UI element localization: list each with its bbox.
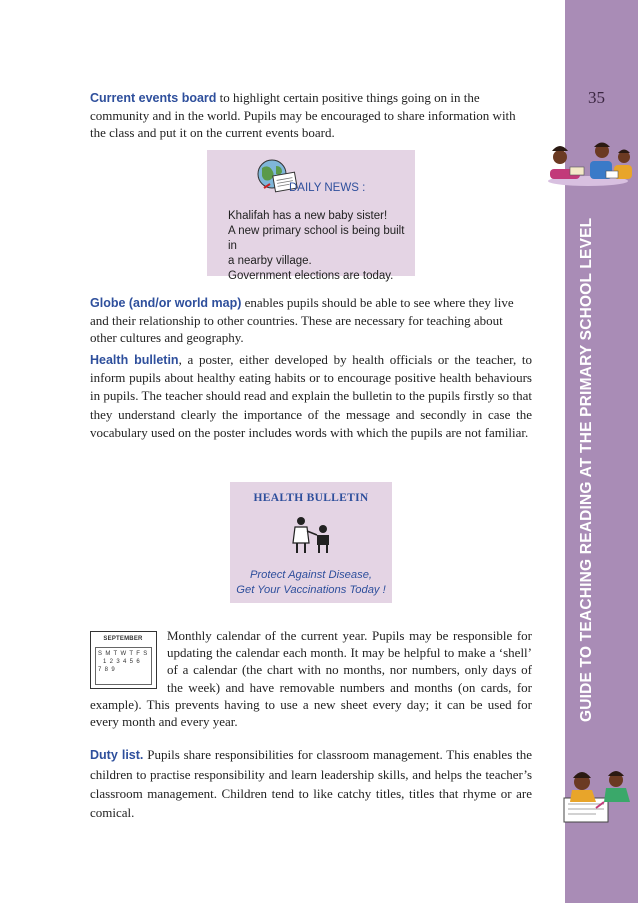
calendar-text: Monthly calendar of the current year. Pupils may be responsible for updating the calendar each month. It may be helpful to make a ‘shell’ of a calendar (the chart with no months, nor numbers, only days of the week) and have removable numbers and months (on cards, for example). This prevents having to use a new sheet every day; it can be used for every month and every year.	[90, 628, 532, 730]
current-events-paragraph	[90, 89, 532, 142]
duty-lead: Duty list.	[90, 748, 144, 762]
children-writing-icon	[560, 760, 638, 830]
children-reading-icon	[542, 133, 638, 189]
health-paragraph	[90, 351, 532, 442]
globe-lead: Globe (and/or world map)	[90, 296, 242, 310]
calendar-week-2: 7 8 9	[98, 667, 115, 673]
side-title: GUIDE TO TEACHING READING AT THE PRIMARY SCHOOL LEVEL	[578, 217, 595, 722]
news-line: A new primary school is being built in	[228, 225, 405, 252]
duty-list-paragraph	[90, 745, 532, 822]
daily-news-title: DAILY NEWS :	[289, 182, 366, 194]
calendar-days: S M T W T F S	[98, 651, 148, 657]
calendar-grid	[95, 647, 152, 685]
calendar-month: SEPTEMBER	[103, 636, 143, 642]
news-line: Khalifah has a new baby sister!	[228, 210, 388, 222]
health-lead: Health bulletin	[90, 353, 179, 367]
globe-paragraph	[90, 294, 532, 347]
current-events-lead: Current events board	[90, 91, 217, 105]
health-bulletin-title: HEALTH BULLETIN	[253, 492, 369, 504]
page-number: 35	[588, 88, 605, 107]
globe-text: enables pupils should be able to see where they live and their relationship to other countries. These are necessary for teaching about other cultures and geography.	[90, 295, 514, 346]
health-text: , a poster, either developed by health officials or the teacher, to inform pupils about healthy eating habits or to encourage positive health behaviours in pupils. The teacher should read and explain the bulletin to the pupils firstly so that they understand clearly the importance of the message and secondly in case the vocabulary used on the poster includes words with which the pupils are not familiar.	[90, 352, 532, 440]
current-events-text: to highlight certain positive things going on in the community and in the world. Pupils may be encouraged to share information with the class and put it on the current events board.	[90, 90, 516, 141]
daily-news-lines	[228, 209, 414, 284]
news-line: a nearby village.	[228, 255, 312, 267]
duty-text: Pupils share responsibilities for classroom management. This enables the children to practise responsibility and learn leadership skills, and helps the teacher’s classroom management. Children tend to like catchy titles, titles that rhyme or are comical.	[90, 747, 532, 820]
news-line: Government elections are today.	[228, 270, 394, 282]
health-line: Get Your Vaccinations Today !	[236, 583, 386, 596]
calendar-illustration	[90, 631, 157, 689]
doctor-child-icon	[289, 515, 335, 555]
health-bulletin-lines	[230, 568, 392, 597]
calendar-week-1: 1 2 3 4 5 6	[98, 659, 140, 665]
health-line: Protect Against Disease,	[249, 569, 373, 581]
